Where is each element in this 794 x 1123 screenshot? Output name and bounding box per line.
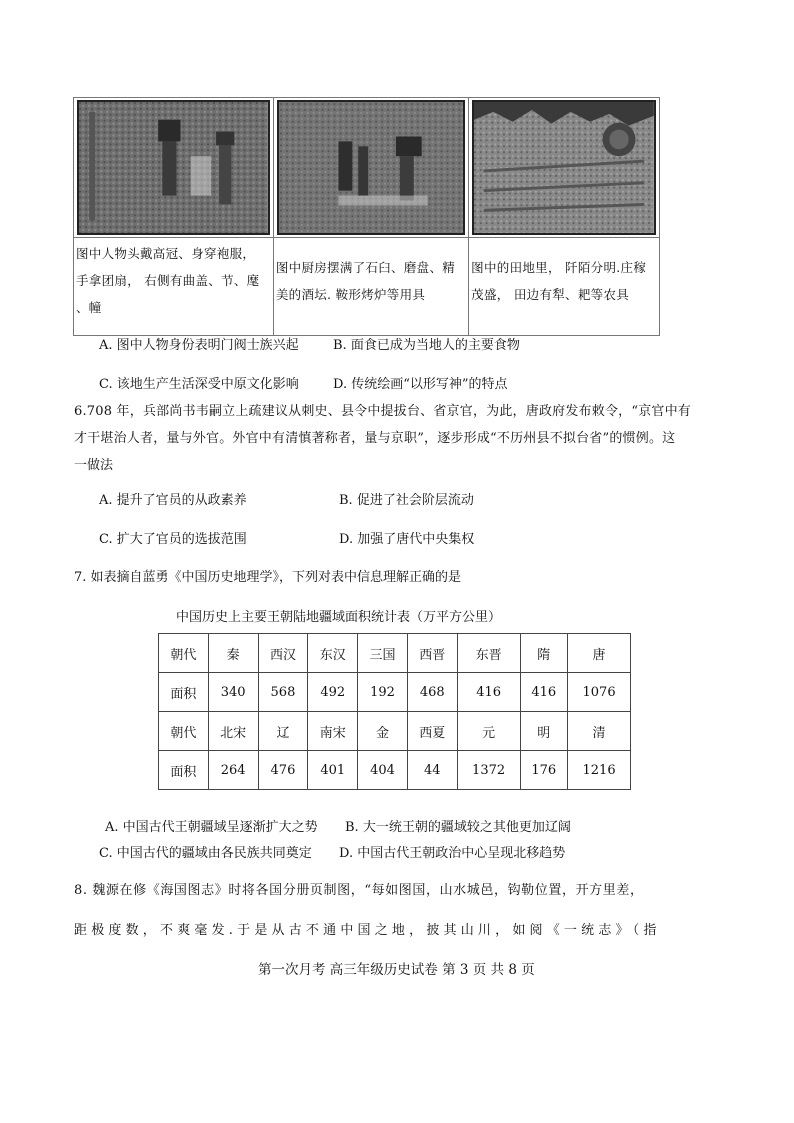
caption-cell-2 (273, 238, 468, 336)
image-cell-1 (74, 98, 274, 238)
table-cell: 1076 (568, 673, 631, 712)
q6-option-c: C. 扩大了官员的选拔范围 (99, 532, 247, 547)
q6-stem-line-2: 才干堪治人者，量与外官。外官中有清慎著称者，量与京职”，逐步形成“不历州县不拟台省”的惯例。这 (74, 431, 676, 446)
table-cell: 404 (358, 751, 408, 790)
table-cell: 面积 (159, 751, 209, 790)
table-row (159, 634, 631, 673)
q5-option-a: A. 图中人物身份表明门阀士族兴起 (99, 338, 299, 353)
table-cell: 44 (407, 751, 457, 790)
caption-line: 手拿团扇， 右侧有曲盖、节、麾 (76, 273, 260, 288)
q5-option-d: D. 传统绘画“以形写神”的特点 (333, 377, 508, 392)
table-cell: 隋 (520, 634, 568, 673)
table-cell: 唐 (568, 634, 631, 673)
dynasty-area-table (158, 633, 631, 790)
q6-stem-line-1: 6.708 年，兵部尚书韦嗣立上疏建议从刺史、县令中提拔台、省京官，为此，唐政府发布敕令，“京官中有 (74, 404, 691, 419)
table-cell: 416 (457, 673, 520, 712)
table-cell: 东汉 (308, 634, 358, 673)
table-cell: 468 (407, 673, 457, 712)
q6-option-a: A. 提升了官员的从政素养 (99, 493, 247, 508)
caption-line: 图中厨房摆满了石臼、磨盘、精 (275, 260, 456, 275)
q5-option-c: C. 该地生产生活深受中原文化影响 (99, 377, 299, 392)
table-cell: 192 (358, 673, 408, 712)
table-row (159, 751, 631, 790)
table-cell: 568 (258, 673, 308, 712)
caption-line: 图中人物头戴高冠、身穿袍服， (76, 246, 256, 261)
table-cell: 金 (358, 712, 408, 751)
q8-stem-line-1: 8. 魏源在修《海国图志》时将各国分册页制图，“每如图国，山水城邑，钩勒位置，开方里差， (74, 883, 644, 898)
q6-option-d: D. 加强了唐代中央集权 (339, 532, 475, 547)
mural-kitchen-image (277, 100, 465, 235)
page-footer: 第一次月考 高三年级历史试卷 第 3 页 共 8 页 (258, 962, 535, 978)
table-cell: 朝代 (159, 712, 209, 751)
table-cell: 朝代 (159, 634, 209, 673)
table-cell: 清 (568, 712, 631, 751)
q8-stem-line-2: 距极度数，不爽毫发.于是从古不通中国之地，披其山川，如阅《一统志》（指 (74, 923, 661, 938)
table-row (159, 673, 631, 712)
table-row (159, 712, 631, 751)
q6-option-b: B. 促进了社会阶层流动 (339, 493, 474, 508)
q7-option-b: B. 大一统王朝的疆域较之其他更加辽阔 (345, 820, 571, 835)
image-cell-3 (469, 98, 660, 238)
q7-stem: 7. 如表摘自蓝勇《中国历史地理学》，下列对表中信息理解正确的是 (74, 570, 462, 585)
caption-line: 美的酒坛. 鞍形烤炉等用具 (275, 287, 426, 302)
q7-option-a: A. 中国古代王朝疆域呈逐渐扩大之势 (105, 820, 318, 835)
table-cell: 北宋 (208, 712, 258, 751)
table-cell: 面积 (159, 673, 209, 712)
q7-option-c: C. 中国古代的疆域由各民族共同奠定 (99, 846, 312, 861)
table-cell: 340 (208, 673, 258, 712)
q7-option-d: D. 中国古代王朝政治中心呈现北移趋势 (339, 846, 566, 861)
table-cell: 辽 (258, 712, 308, 751)
table-cell: 492 (308, 673, 358, 712)
q7-table-title: 中国历史上主要王朝陆地疆域面积统计表（万平方公里） (176, 610, 502, 625)
table-cell: 西汉 (258, 634, 308, 673)
mural-portrait-image (77, 100, 270, 235)
table-cell: 1372 (457, 751, 520, 790)
table-cell: 1216 (568, 751, 631, 790)
image-cell-2 (273, 98, 468, 238)
table-cell: 元 (457, 712, 520, 751)
table-cell: 三国 (358, 634, 408, 673)
table-cell: 明 (520, 712, 568, 751)
table-cell: 西晋 (407, 634, 457, 673)
image-table (73, 97, 660, 336)
table-cell: 西夏 (407, 712, 457, 751)
table-cell: 416 (520, 673, 568, 712)
table-cell: 南宋 (308, 712, 358, 751)
table-cell: 476 (258, 751, 308, 790)
table-cell: 东晋 (457, 634, 520, 673)
caption-line: 、幢 (76, 300, 102, 315)
caption-line: 茂盛， 田边有犁、耙等农具 (471, 287, 630, 302)
table-cell: 176 (520, 751, 568, 790)
caption-line: 图中的田地里， 阡陌分明.庄稼 (471, 260, 647, 275)
caption-cell-3 (469, 238, 660, 336)
caption-cell-1 (74, 238, 274, 336)
table-cell: 264 (208, 751, 258, 790)
table-cell: 401 (308, 751, 358, 790)
mural-farmland-image (472, 100, 656, 235)
q6-stem-line-3: 一做法 (74, 458, 114, 473)
table-cell: 秦 (208, 634, 258, 673)
q5-option-b: B. 面食已成为当地人的主要食物 (333, 338, 520, 353)
